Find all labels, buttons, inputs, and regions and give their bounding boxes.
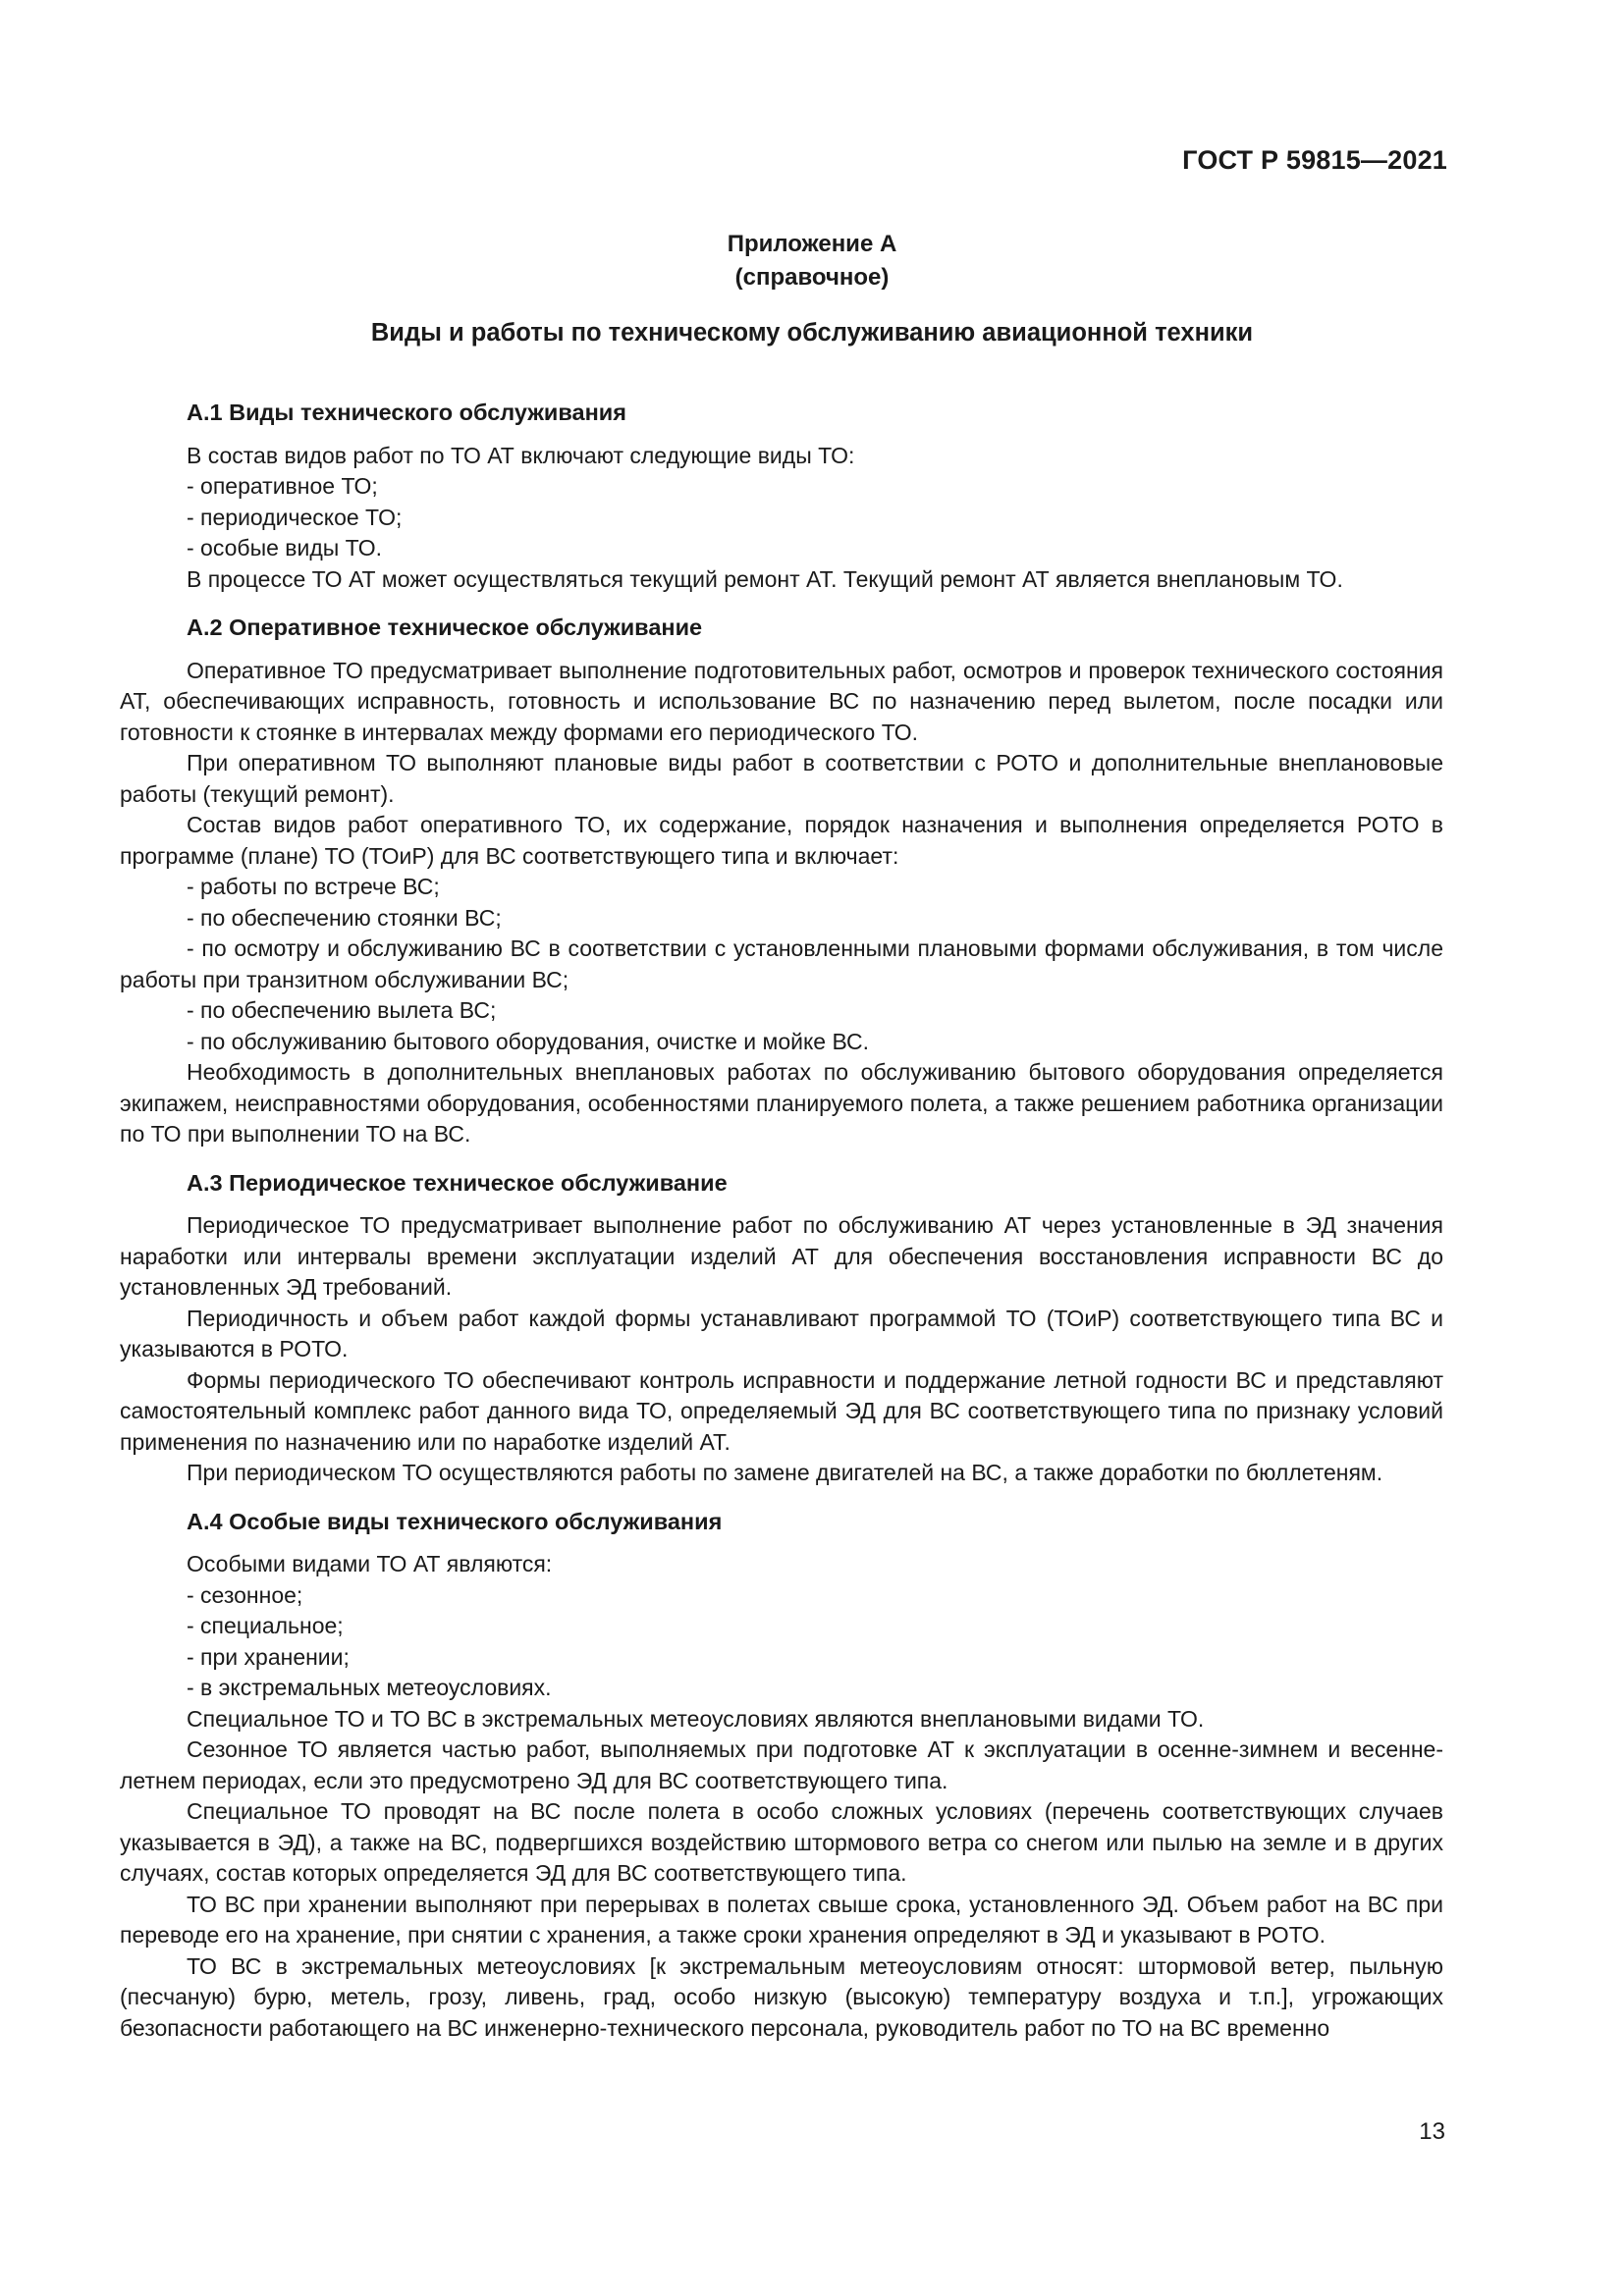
- paragraph: При оперативном ТО выполняют плановые виды работ в соответствии с РОТО и дополнительные внепланововые работы (текущий ремонт).: [120, 750, 1443, 807]
- paragraph: При периодическом ТО осуществляются работы по замене двигателей на ВС, а также доработки по бюллетеням.: [187, 1460, 1383, 1485]
- list-item: - работы по встрече ВС;: [187, 874, 440, 899]
- list-item: - сезонное;: [187, 1581, 303, 1608]
- list-item: - особые виды ТО.: [187, 535, 382, 561]
- section-heading: А.2 Оперативное техническое обслуживание: [187, 614, 703, 640]
- page-number: 13: [1419, 2118, 1445, 2145]
- section-a1: [120, 398, 1443, 595]
- paragraph: Формы периодического ТО обеспечивают контроль исправности и поддержание летной годности ВС и представляют самостоятельный комплекс работ данного вида ТО, определяемый ЭД для ВС соответствующего типа по признаку условий применения по назначению или по наработке изделий АТ.: [120, 1366, 1443, 1455]
- paragraph: ТО ВС в экстремальных метеоусловиях [к экстремальным метеоусловиям относят: штормовой ветер, пыльную (песчаную) бурю, метель, грозу, ливень, град, особо низкую (высокую) температуру воздуха и т.п.], угрожающих безопасности работающего на ВС инженерно-технического персонала, руководитель работ по ТО на ВС временно: [120, 1952, 1443, 2041]
- paragraph: Необходимость в дополнительных внеплановых работах по обслуживанию бытового оборудования определяется экипажем, неисправностями оборудования, особенностями планируемого полета, а также решением работника организации по ТО при выполнении ТО на ВС.: [120, 1059, 1443, 1147]
- section-a4: [120, 1507, 1443, 2045]
- list-item: - специальное;: [187, 1613, 344, 1638]
- appendix-heading: [0, 228, 1624, 294]
- list-item: - по обеспечению вылета ВС;: [187, 997, 497, 1023]
- list-item: - в экстремальных метеоусловиях.: [187, 1675, 552, 1700]
- section-a2: [120, 613, 1443, 1150]
- paragraph: В состав видов работ по ТО АТ включают следующие виды ТО:: [187, 442, 855, 468]
- paragraph: В процессе ТО АТ может осуществляться текущий ремонт АТ. Текущий ремонт АТ является внеплановым ТО.: [187, 565, 1343, 592]
- paragraph: ТО ВС при хранении выполняют при перерывах в полетах свыше срока, установленного ЭД. Объем работ на ВС при переводе его на хранение, при снятии с хранения, а также сроки хранения определяют в ЭД и указывают в РОТО.: [120, 1891, 1443, 1948]
- paragraph: Состав видов работ оперативного ТО, их содержание, порядок назначения и выполнения определяется РОТО в программе (плане) ТО (ТОиР) для ВС соответствующего типа и включает:: [120, 812, 1443, 869]
- document-title: Виды и работы по техническому обслуживанию авиационной техники: [370, 319, 1254, 347]
- list-item: - оперативное ТО;: [187, 473, 378, 499]
- paragraph: Особыми видами ТО АТ являются:: [187, 1551, 553, 1576]
- section-heading: А.1 Виды технического обслуживания: [187, 400, 626, 425]
- list-item: - по осмотру и обслуживанию ВС в соответствии с установленными плановыми формами обслуживания, в том числе работы при транзитном обслуживании ВС;: [120, 935, 1443, 992]
- paragraph: Периодичность и объем работ каждой формы устанавливают программой ТО (ТОиР) соответствующего типа ВС и указываются в РОТО.: [120, 1305, 1443, 1362]
- list-item: - по обслуживанию бытового оборудования, очистке и мойке ВС.: [187, 1028, 870, 1054]
- document-code: ГОСТ Р 59815—2021: [1182, 145, 1447, 175]
- section-heading: А.3 Периодическое техническое обслуживание: [187, 1169, 728, 1196]
- list-item: - по обеспечению стоянки ВС;: [187, 904, 502, 931]
- appendix-title: Приложение А: [727, 231, 897, 257]
- paragraph: Специальное ТО и ТО ВС в экстремальных метеоусловиях являются внеплановыми видами ТО.: [187, 1705, 1205, 1732]
- list-item: - периодическое ТО;: [187, 504, 403, 530]
- section-a3: [120, 1168, 1443, 1489]
- appendix-subtitle: (справочное): [734, 264, 890, 291]
- section-heading: А.4 Особые виды технического обслуживания: [187, 1508, 723, 1534]
- paragraph: Оперативное ТО предусматривает выполнение подготовительных работ, осмотров и проверок технического состояния АТ, обеспечивающих исправность, готовность и использование ВС по назначению перед вылетом, после посадки или готовности к стоянке в интервалах между формами его периодического ТО.: [120, 657, 1443, 745]
- paragraph: Периодическое ТО предусматривает выполнение работ по обслуживанию АТ через установленные в ЭД значения наработки или интервалы времени эксплуатации изделий АТ для обеспечения восстановления исправности ВС до установленных ЭД требований.: [120, 1212, 1443, 1300]
- list-item: - при хранении;: [187, 1643, 350, 1670]
- document-body: [120, 398, 1443, 2044]
- paragraph: Сезонное ТО является частью работ, выполняемых при подготовке АТ к эксплуатации в осенне-зимнем и весенне-летнем периодах, если это предусмотрено ЭД для ВС соответствующего типа.: [120, 1736, 1443, 1793]
- paragraph: Специальное ТО проводят на ВС после полета в особо сложных условиях (перечень соответствующих случаев указывается в ЭД), а также на ВС, подвергшихся воздействию штормового ветра со снегом или пылью на земле и в других случаях, состав которых определяется ЭД для ВС соответствующего типа.: [120, 1798, 1443, 1886]
